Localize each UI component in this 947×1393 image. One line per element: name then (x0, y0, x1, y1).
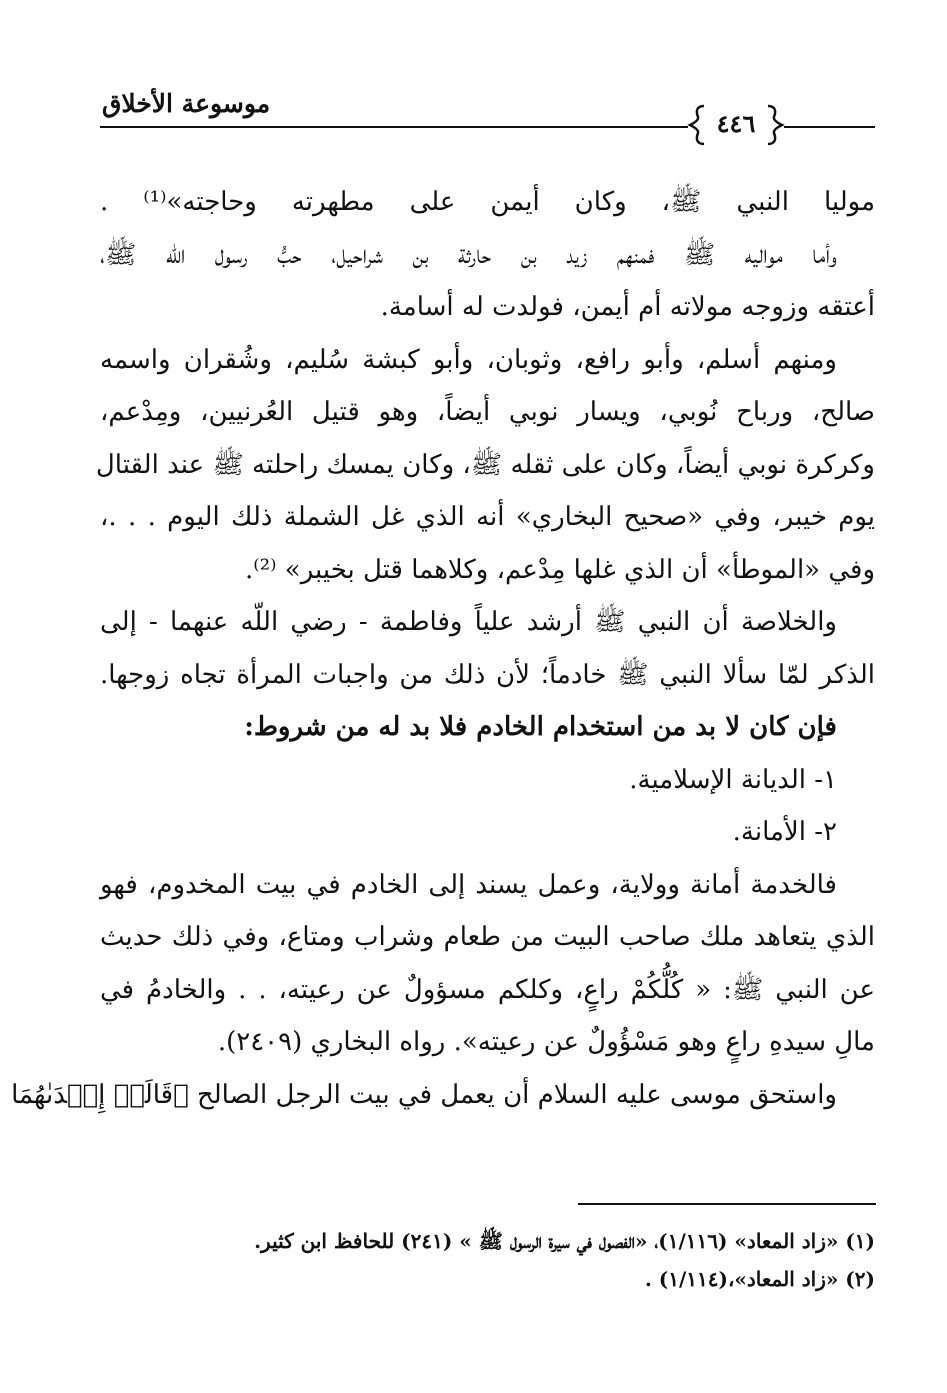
list-item: ١- الديانة الإسلامية. (629, 764, 837, 795)
text-line: وفي «الموطأ» أن الذي غلها مِدْعم، وكلاهما قتل بخيبر» ⁽²⁾. (245, 554, 875, 585)
footnotes (100, 1222, 875, 1298)
text-line: مالِ سيدهِ راعٍ وهو مَسْؤُولٌ عن رعيته». رواه البخاري (٢٤٠٩). (217, 1027, 875, 1057)
text-line: يوم خيبر، وفي «صحيح البخاري» أنه الذي غل الشملة ذلك اليوم . . .، (100, 502, 875, 532)
text-line: الذكر لمّا سألا النبي ﷺ خادماً؛ لأن ذلك من واجبات المرأة تجاه زوجها. (100, 659, 875, 690)
main-text (11, 176, 875, 1121)
footnote: (١) «زاد المعاد» (١/١١٦)، «الفصول في سيرة الرسول ﷺ » (٢٤١) للحافظ ابن كثير. (254, 1229, 875, 1253)
page-number-ornament (688, 102, 784, 148)
text-line: ومنهم أسلم، وأبو رافع، وثوبان، وأبو كبشة سُليم، وشُقران واسمه (100, 344, 837, 375)
text-line: وكركرة نوبي أيضاً، وكان على ثقله ﷺ، وكان يمسك راحلته ﷺ عند القتال (95, 449, 875, 480)
page-number: ٤٤٦ (716, 109, 756, 138)
text-line: فالخدمة أمانة وولاية، وعمل يسند إلى الخادم في بيت المخدوم، فهو (100, 869, 837, 900)
list-item: ٢- الأمانة. (732, 817, 837, 847)
section-heading: فإن كان لا بد من استخدام الخادم فلا بد له من شروط: (244, 712, 837, 742)
text-line: وأما مواليه ﷺ فمنهم زيد بن حارثة بن شراحيل، حبُّ رسول اللّه ﷺ، (100, 239, 837, 270)
text-line: واستحق موسى عليه السلام أن يعمل في بيت الرجل الصالح ﴿قَالَتۡ إِحۡدَىٰهُمَا (11, 1079, 837, 1110)
text-line: عن النبي ﷺ: « كُلُّكُمْ راعٍ، وكلكم مسؤولٌ عن رعيته، . . والخادمُ في (100, 974, 875, 1005)
footnote: (٢) «زاد المعاد»،(١/١١٤) . (644, 1267, 875, 1291)
text-line: أعتقه وزوجه مولاته أم أيمن، فولدت له أسامة. (380, 292, 875, 322)
text-line: صالح، ورباح نُوبي، ويسار نوبي أيضاً، وهو قتيل العُرنيين، ومِدْعم، (100, 397, 875, 427)
text-line: والخلاصة أن النبي ﷺ أرشد علياً وفاطمة - رضي اللّه عنهما - إلى (100, 607, 837, 637)
footnote-separator (578, 1203, 876, 1205)
text-line: الذي يتعاهد ملك صاحب البيت من طعام وشراب ومتاع، وفي ذلك حديث (100, 922, 875, 952)
running-header (100, 82, 875, 142)
book-title: موسوعة الأخلاق (102, 86, 278, 122)
text-line: موليا النبي ﷺ، وكان أيمن على مطهرته وحاجته»⁽¹⁾ . (100, 187, 875, 217)
